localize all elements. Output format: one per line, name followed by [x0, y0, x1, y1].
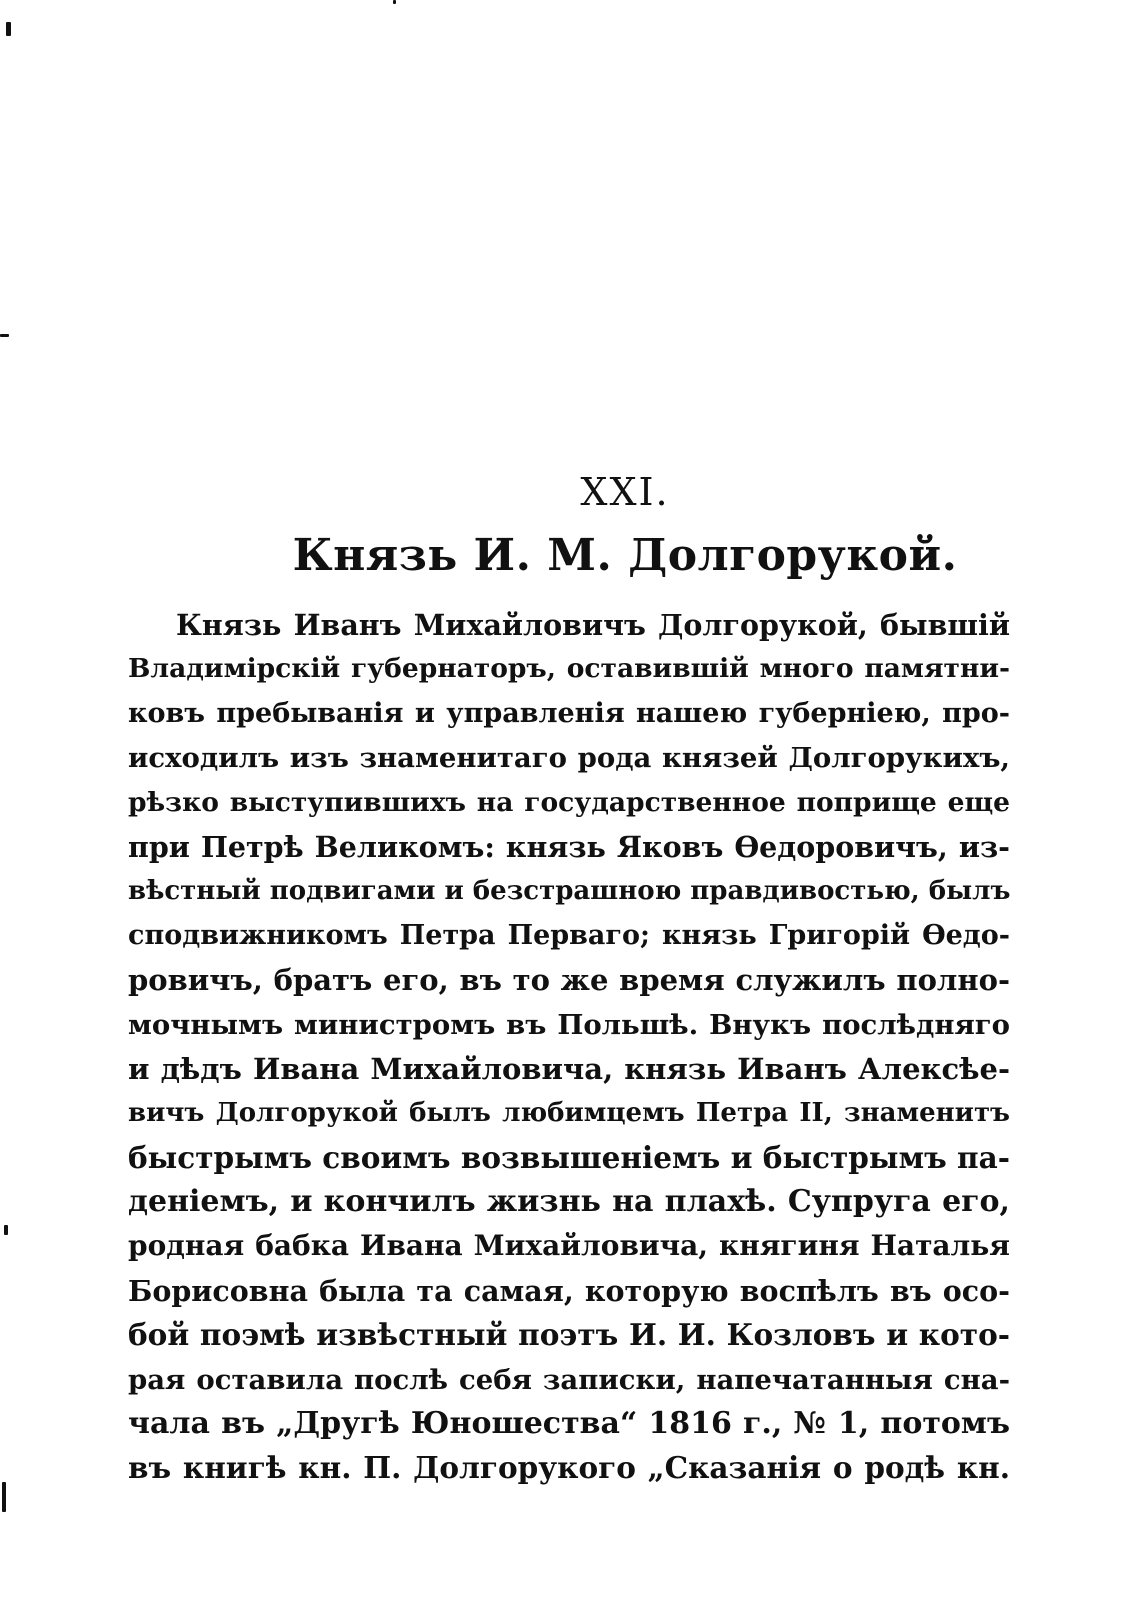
text-line: бой поэмѣ извѣстный поэтъ И. И. Козловъ и кото- — [128, 1317, 1010, 1353]
text-line: деніемъ, и кончилъ жизнь на плахѣ. Супруга его, — [128, 1184, 1010, 1220]
text-line: исходилъ изъ знаменитаго рода князей Долгорукихъ, — [128, 742, 1010, 775]
chapter-number: XXI. — [580, 470, 670, 514]
text-line: рая оставила послѣ себя записки, напечатанныя сна- — [128, 1363, 1010, 1396]
text-line: родная бабка Ивана Михайловича, княгиня Наталья — [128, 1229, 1010, 1263]
text-line: чала въ „Другѣ Юношества“ 1816 г., № 1, потомъ — [128, 1406, 1010, 1442]
chapter-title: Князь И. М. Долгорукой. — [292, 530, 958, 581]
text-line: Владимірскій губернаторъ, оставившій много памятни- — [128, 653, 1010, 685]
text-line: и дѣдъ Ивана Михайловича, князь Иванъ Алексѣе- — [128, 1051, 1010, 1086]
text-line: въ книгѣ кн. П. Долгорукого „Сказанія о родѣ кн. — [128, 1450, 1010, 1486]
text-line: сподвижникомъ Петра Перваго; князь Григорій Ѳедо- — [128, 919, 1010, 951]
text-line: вичъ Долгорукой былъ любимцемъ Петра II, знаменитъ — [128, 1098, 1010, 1129]
text-line: быстрымъ своимъ возвышеніемъ и быстрымъ па- — [128, 1139, 1010, 1175]
scan-speck — [6, 22, 11, 36]
text-line: мочнымъ министромъ въ Польшѣ. Внукъ послѣдняго — [128, 1008, 1010, 1041]
scan-speck — [2, 1482, 6, 1512]
text-line: Борисовна была та самая, которую воспѣлъ въ осо- — [128, 1273, 1010, 1308]
scan-speck — [393, 0, 396, 4]
scan-speck — [0, 334, 9, 337]
text-line: при Петрѣ Великомъ: князь Яковъ Ѳедоровичъ, из- — [128, 829, 1010, 864]
body-text — [128, 603, 1010, 1491]
text-line: вѣстный подвигами и безстрашною правдивостью, былъ — [128, 876, 1010, 907]
text-line: рѣзко выступившихъ на государственное поприще еще — [128, 786, 1010, 818]
text-line: ковъ пребыванія и управленія нашею губерніею, про- — [128, 697, 1010, 729]
text-line: Князь Иванъ Михайловичъ Долгорукой, бывшій — [176, 608, 1010, 642]
text-line: ровичъ, братъ его, въ то же время служилъ полно- — [128, 963, 1010, 998]
scan-speck — [4, 1225, 8, 1235]
